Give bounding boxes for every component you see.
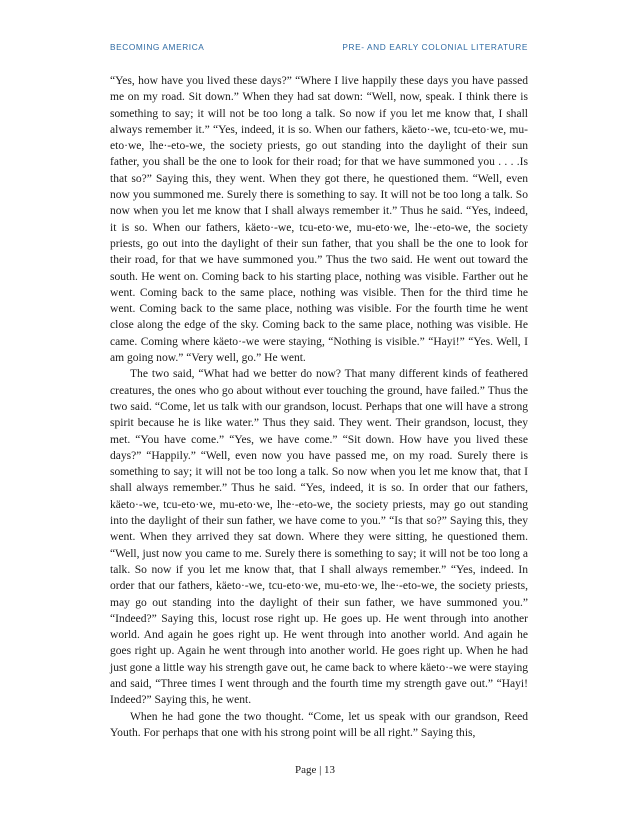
paragraph: When he had gone the two thought. “Come, let us speak with our grandson, Reed Youth. For perhaps that one with his strong point will be all right.” Saying this, xyxy=(110,710,528,739)
page-body xyxy=(110,73,528,741)
page-number: Page | 13 xyxy=(294,764,336,776)
paragraph: The two said, “What had we better do now? That many different kinds of feathered creatures, the ones who go about without ever touching the ground, have failed.” Thus the two said. “Come, let us talk with our grandson, locust. Perhaps that one will have a strong spirit because he is like water.” Thus they said. They went. Their grandson, locust, they met. “You have come.” “Yes, we have come.” “Sit down. How have you lived these days?” “Happily.” “Well, even now you have passed me, on my road. Surely there is something to say; it will not be too long a talk. So now when you let me know that, that I shall always remember.” Thus he said. “Yes, indeed, it is so. In order that our fathers, käeto·-we, tcu-eto·we, mu-eto·we, lhe·-eto-we, the society priests, may go out standing into the daylight of their sun father, we have come to you.” “Is that so?” Saying this, they went. When they arrived they sat down. Where they were sitting, he questioned them. “Well, just now you came to me. Surely there is something to say; it will not be too long a talk. So now if you let me know that, that I shall always remember.” “Yes, indeed. In order that our fathers, käeto·-we, tcu-eto·we, mu-eto·we, lhe·-eto-we, the society priests, may go out standing into the daylight of their sun father, we have summoned you.” “Indeed?” Saying this, locust rose right up. He goes up. He went through into another world. And again he goes right up. He went through into another world. And again he goes right up. Again he went through into another world. He goes right up. When he had just gone a little way his strength gave out, he came back to where käeto·-we were staying and said, “Three times I went through and the fourth time my strength gave out.” “Hayi! Indeed?” Saying this, he went. xyxy=(110,368,528,707)
header-book-title: BECOMING AMERICA xyxy=(110,42,205,52)
running-header xyxy=(110,42,528,56)
paragraph: “Yes, how have you lived these days?” “Where I live happily these days you have passed me on my road. Sit down.” When they had sat down: “Well, now, speak. I think there is something to say; it will not be too long a talk. So now if you let me know that, I shall always remember it.” “Yes, indeed, it is so. When our fathers, käeto·-we, tcu-eto·we, mu-eto·we, lhe·-eto-we, the society priests, go out standing into the daylight of their sun father, you shall be the one to look for their road; for that we have summoned you . . . .Is that so?” Saying this, they went. When they got there, he questioned them. “Well, even now you summoned me. Surely there is something to say. It will not be too long a talk. So now when you let me know that I shall always remember it.” Thus he said. “Yes, indeed, it is so. When our fathers, käeto·-we, tcu-eto·we, mu-eto·we, lhe·-eto-we, the society priests, go out into the daylight of their sun father, that you shall be the one to look for their road, for that we have summoned you.” Thus the two said. He went out toward the south. He went on. Coming back to his starting place, nothing was visible. Farther out he went. Coming back to the same place, nothing was visible. Then for the third time he went. Coming back to the same place, nothing was visible. For the fourth time he went close along the edge of the sky. Coming back to the same place, nothing was visible. He came. Coming where käeto·-we were staying, “Nothing is visible.” “Hayi!” “Yes. Well, I am going now.” “Very well, go.” He went. xyxy=(110,75,528,365)
header-section-title: PRE- AND EARLY COLONIAL LITERATURE xyxy=(342,42,528,52)
